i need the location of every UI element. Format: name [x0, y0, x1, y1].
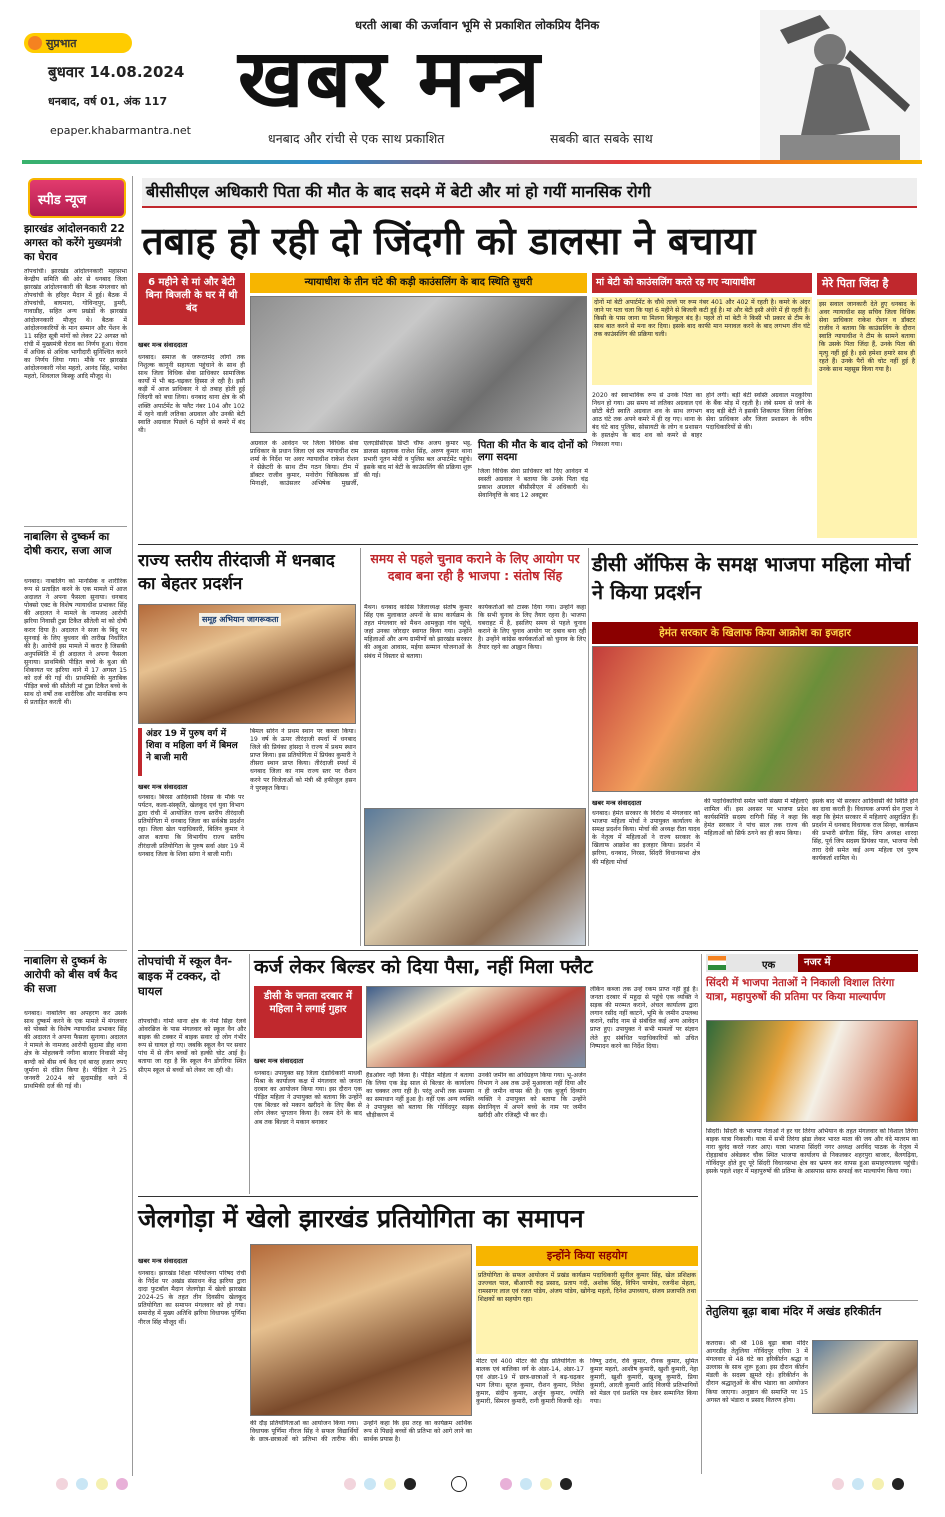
speed-news-1-headline: झारखंड आंदोलनकारी 22 अगस्त को करेंगे मुख्यमंत्री का घेराव	[24, 223, 125, 263]
masthead-rule	[22, 160, 922, 164]
color-dot	[96, 1478, 108, 1490]
bhudha-baba-headline: तेतुलिया बूढ़ा बाबा मंदिर में अखंड हरिकीर्तन	[706, 1305, 882, 1318]
bjp-protest-body-1: धनबाद। हेमंत सरकार के विरोध में मंगलवार को भाजपा महिला मोर्चा ने उपायुक्त कार्यालय के समक्ष प्रदर्शन किया। मोर्चा की अध्यक्ष रीता यादव के नेतृत्व में महिलाओं ने राज्य सरकार के खिलाफ आक्रोश का इजहार किया। प्रदर्शन में झरिया, धनबाद, निरसा, सिंदरी विधानसभा क्षेत्र की महिला मोर्चा	[592, 810, 700, 866]
section-divider	[138, 1196, 698, 1197]
ek-nazar-tag-left: एक	[762, 960, 776, 971]
newspaper-title: खबर मन्त्र	[238, 31, 542, 125]
archery-body-1: धनबाद। बिरसा आदिवासी दिवस के मौके पर पर्यटन, कला-संस्कृति, खेलकूद एवं युवा विभाग द्वारा रांची में आयोजित राज्य स्तरीय तीरंदाजी प्रतियोगिता में धनबाद जिला का सर्वश्रेष्ठ प्रदर्शन रहा। जिला खेल पदाधिकारी, बिलिन कुमार ने आज बताया कि विभागीय राज्य स्तरीय तीरंदाजी प्रतियोगिता के पुरुष सर्वा अंडर 19 में धनबाद जिला के शिवा सांगा ने बाजी मारी।	[138, 794, 244, 858]
speed-news-3-body: धनबाद। नाबालिग का अपहरण कर उसके साथ दुष्कर्म करने के एक मामले में मंगलवार को पोक्सो के विशेष न्यायाधीश प्रभाकर सिंह की अदालत ने अपना फैसला सुनाया। अदालत ने मामले के नामजद आरोपी सुदामा डीह थाना क्षेत्र के मोहलबनी नगीना बाजार निवासी मोनू बाग्दी को बीस वर्ष कैद एवं बारह हजार रुपए जुर्माना से दंडित किया है। पीड़िता ने 25 जनवरी 2024 को सुदामडीह थाने में प्राथमिकी दर्ज की गई थी।	[24, 1010, 127, 1090]
counseling-headline: मां बेटी को काउंसलिंग करते रह गए न्यायाधीश	[592, 273, 812, 293]
color-dot	[892, 1478, 904, 1490]
helper-headline: इन्होंने किया सहयोग	[476, 1246, 698, 1266]
top-story-inset-body: जिला विधिक सेवा प्राधिकार को दिए आवेदन में स्वस्ती अग्रवाल ने बताया कि उनके पिता चंद्र प्रकाश अग्रवाल बीसीसीएल में अधिकारी थे। सेवानिवृत्ति के बाद 12 अक्टूबर	[478, 468, 588, 500]
bhudha-baba-photo	[812, 1340, 918, 1414]
topchanchi-headline: तोपचांची में स्कूल वैन-बाइक में टक्कर, दो घायल	[138, 954, 233, 998]
builder-byline: खबर मन्त्र संवाददाता	[254, 1057, 304, 1065]
bjp-protest-photo	[592, 646, 918, 792]
ek-nazar-tag	[706, 954, 918, 972]
color-dot	[76, 1478, 88, 1490]
color-dot	[540, 1478, 552, 1490]
color-dot	[364, 1478, 376, 1490]
bjp-protest-byline: खबर मन्त्र संवाददाता	[592, 799, 642, 807]
jelgora-photo	[250, 1244, 472, 1416]
election-photo	[364, 808, 586, 946]
color-dot	[560, 1478, 572, 1490]
edition-tag: सुप्रभात	[46, 37, 77, 50]
builder-headline: कर्ज लेकर बिल्डर को दिया पैसा, नहीं मिला फ्लैट	[254, 956, 593, 978]
issue-date: बुधवार 14.08.2024	[48, 63, 185, 81]
divider	[24, 526, 127, 527]
top-story-headline: तबाह हो रही दो जिंदगी को डालसा ने बचाया	[142, 219, 756, 263]
builder-body-4: लेकिन कब्जा तक उन्हें रकम प्राप्त नहीं हुई है। जनता दरबार में महुदा से पहुंचे एक व्यक्ति ने सड़क की मरम्मत कराने, अंचल कार्यालय द्वारा लगान रसीद नहीं काटने, भूमि के जमीन उपलब्ध कराने, रसीद नाम से संबंधित कई अन्य आवेदन प्राप्त हुए। उपायुक्त ने सभी मामलों पर संज्ञान लेते हुए संबंधित पदाधिकारियों को उचित निष्पादन करने का निर्देश दिया।	[590, 986, 698, 1050]
issue-volume: धनबाद, वर्ष 01, अंक 117	[48, 95, 168, 108]
jelgora-byline: खबर मन्त्र संवाददाता	[138, 1257, 188, 1265]
crosshair-icon	[451, 1476, 467, 1492]
counseling-body-2: 2020 को स्वाभाविक रूप से उनके पिता का निधन हो गया। उस समय मां लतिका अग्रवाल एवं छोटी बेटी स्वाति अग्रवाल शव के साथ लगभग आठ घंटे तक अपने कमरे में ही रह गए। थाना के बंद घंटे बाद पुलिस, सोसायटी के लोग व प्रशासन के हस्तक्षेप के बाद शव को कमरे से बाहर निकाला गया।	[592, 392, 702, 448]
sun-icon	[28, 36, 42, 50]
tiranga-headline: सिंदरी में भाजपा नेताओं ने निकाली विशाल तिरंगा यात्रा, महापुरुषों की प्रतिमा पर किया माल्यार्पण	[706, 977, 895, 1003]
builder-photo	[366, 986, 586, 1068]
speed-news-1-body: तोपचांची। झारखंड आंदोलनकारी महासभा केन्द्रीय समिति की ओर से धनबाद जिला झारखंड आंदोलनकारी की बैठक मंगलवार को तोपचांची के हरिहर मैदान में हुई। बैठक में तोपचांची, बाघमारा, गोविन्दपुर, डुमरी, गावाडीह, सहित अन्य प्रखंडों के झारखंड आंदोलनकारी मौजूद थे। बैठक में आंदोलनकारियों के मान सम्मान और पेंशन के 11 सहित सूत्री मांगों को लेकर 22 अगस्त को रांची में मुख्यमंत्री घेराव का निर्णय हुआ। घेराव में अधिक से अधिक भागीदारी सुनिश्चित करने का निर्णय लिया गया। मौके पर झारखंड आंदोलनकारी नरेश महतो, आनंद सिंह, भावेश महतो, शिवलाल किस्कू आदि मौजूद थे।	[24, 268, 127, 381]
masthead-tagline: धरती आबा की ऊर्जावान भूमि से प्रकाशित लोकप्रिय दैनिक	[355, 18, 600, 32]
divider	[706, 1300, 918, 1301]
speed-news-badge	[28, 178, 126, 218]
helper-body-2: मीटर एवं 400 मीटर की दौड़ प्रतियोगिता के बालक एवं बालिका वर्ग के अंडर-14, अंडर-17 एवं अंडर-19 में छात्र-छात्राओं ने बढ़-चढ़कर भाग लिया। सूरज कुमार, रौशन कुमार, नितेश कुमार, संदीप कुमार, अर्जुन कुमार, ज्योति कुमारी, सिमरन कुमारी, रानी कुमारी विजयी रहे।	[476, 1358, 584, 1406]
color-dot	[404, 1478, 416, 1490]
builder-body-2: हैंडओवर नहीं किया है। पीड़ित महिला ने बताया कि लिया एक डेढ़ साल से बिल्डर के कार्यालय का चक्कर लगा रही है। परंतु अभी तक समस्या का समाधान नहीं हुआ है। वहीं एक अन्य व्यक्ति ने उपायुक्त को बताया कि गोविंदपुर सड़क चौड़ीकरण में	[366, 1072, 474, 1120]
archery-caption-box: अंडर 19 में पुरुष वर्ग में शिवा व महिला वर्ग में बिमल ने बाजी मारी	[138, 728, 244, 776]
archery-photo	[138, 604, 356, 724]
masthead-statue-image	[760, 10, 920, 160]
color-dot	[56, 1478, 68, 1490]
registration-marks	[0, 1474, 945, 1494]
bjp-protest-body-2: की पदाधिकारियों समेत भारी संख्या में महिलाएं शामिल थीं। इस अवसर पर भाजपा प्रदेश कार्यसमिति सदस्य रागिनी सिंह ने कहा कि हेमंत सरकार ने पांच साल तक राज्य की महिलाओं को सिर्फ ठगने का ही काम किया।	[704, 798, 808, 838]
ek-nazar-tag-right: नजर में	[798, 954, 918, 972]
builder-body-3: उनकी जमीन का अधिग्रहण किया गया। भू-अर्जन विभाग ने अब तक उन्हें मुआवजा नहीं दिया और न ही जमीन वापस की है। एक बुजुर्ग दिव्यांग व्यक्ति ने उपायुक्त को बताया कि उन्होंने सेवानिवृत्त में अपने बच्चे के नाम पर जमीन खरीदी और रजिस्ट्री भी कर दी।	[478, 1072, 586, 1120]
tiranga-body: सिंदरी। सिंदरी के भाजपा नेताओं ने हर घर तिरंगा अभियान के तहत मंगलवार को विशाल तिरंगा बाइक यात्रा निकाली। यात्रा में सभी तिरंगा झंडा लेकर भारत माता की जय और वंदे मातरम का नारा बुलंद करते नजर आए। यात्रा भाजपा सिंदरी नगर अध्यक्ष अरविंद पाठक के नेतृत्व में रोहड़ाबांध अंबेडकर चौक स्थित भाजपा कार्यालय से निकलकर शहरपुरा बाजार, बैलगढ़िया, गोविंदपुर होते हुए पूरे सिंदरी विधानसभा क्षेत्र का भ्रमण कर वापस हुआ समाहरणालय पहुंची। इसके पहले शहर में महापुरुषों की प्रतिमा के आसपास साफ सफाई कर माल्यार्पण किया गया।	[706, 1128, 918, 1176]
helper-body: प्रतियोगिता के सफल आयोजन में प्रखंड कार्यक्रम पदाधिकारी सुनील कुमार सिंह, खेल प्रशिक्षक उज्ज्वल पाल, बीआरपी रुद्र प्रसाद, प्रताप नदी, अशोक सिंह, विपिन पाण्डेय, रजनीश मेहता, रामसागर लाल एवं रजत पांडेय, अंजय पांडेय, खोगेन्द्र महतो, दिनेश उपाध्याय, संजय प्रजापति तथा शिक्षकों का सहयोग रहा।	[476, 1270, 698, 1354]
archery-photo-banner: समूह अभियान जागरूकता	[199, 613, 281, 626]
speed-news-2-body: धनबाद। नाबालिग को मानसिक व शारीरिक रूप से प्रताड़ित करने के एक मामले में आज अदालत ने अपना फैसला सुनाया। धनबाद पोक्सो एक्ट के विशेष न्यायाधीश प्रभाकर सिंह की अदालत ने मामले के नामजद आरोपी झरिया निवासी टुन्ना टिकैत सौतेली मां को दोषी करार दिया है। अदालत ने सजा के बिंदु पर सुनवाई के लिए बुधवार की तारीख निर्धारित की है। आरोपी इस मामले में करार है जिसकी अनुपस्थिति में ही अदालत ने अपना फैसला सुनाया। प्राथमिकी पीड़ित बच्चे के बुआ की शिकायत पर झरिया थाने में 17 अगस्त 15 को दर्ज की गई थी। प्राथमिकी के मुताबिक पीड़ित बच्चे की सौतेली मां टुन्ना टिकैत बच्चे के साथ दो वर्षों तक शारीरिक और मानसिक रूप से प्रताड़ित करती थी।	[24, 578, 127, 707]
color-dot	[384, 1478, 396, 1490]
column-divider	[132, 176, 133, 1476]
color-dot	[872, 1478, 884, 1490]
counseling-body: दोनों मां बेटी अपार्टमेंट के चौथे तल्ले पर रूम नंबर 401 और 402 में रहती है। कमरे के अंदर जाने पर पता चला कि यहां 6 महीने से बिजली कटी हुई है। मां और बेटी इसी अंधेरे में ही रहती हैं। किसी के पास जाना या मिलना बिल्कुल बंद है। पहले तो मां बेटी ने किसी भी प्रकार से टीम के साथ बात करने से मना कर दिया। इसके बाद काफी मान मनावल करने के बाद लगभग तीन घंटे तक काउंसलिंग की प्रक्रिया चली।	[592, 297, 812, 385]
column-divider	[360, 548, 361, 946]
archery-headline: राज्य स्तरीय तीरंदाजी में धनबाद का बेहतर प्रदर्शन	[138, 551, 335, 594]
speed-news-label: स्पीड न्यूज	[38, 193, 87, 208]
top-story-body-2: अग्रवाल के आवेदन पर जिला विधिक सेवा प्राधिकार के प्रधान जिला एवं सत्र न्यायाधीश राम शर्मा के निर्देश पर अवर न्यायाधीश राकेश रोशन ने सेक्रेटरी के साथ टीम गठन किया। टीम में डॉक्टर राजीव कुमार, मनोरोग चिकित्सक डॉ मिनाक्षी, काउंसलर अभिषेक मुखर्जी, एलएडीसीएस डिप्टी चीफ अजय कुमार भट्ट, डालसा सहायक राजेश सिंह, अरुण कुमार थाना प्रभारी नूतन मोदी व पुलिस बल अपार्टमेंट पहुंचे। इसके बाद मां बेटी के काउंसलिंग की प्रक्रिया शुरू की गई।	[250, 440, 472, 488]
speed-news-2-headline: नाबालिग से दुष्कर्म का दोषी करार, सजा आज	[24, 531, 112, 557]
section-divider	[138, 544, 918, 545]
edition-badge	[24, 33, 132, 53]
archery-byline: खबर मन्त्र संवाददाता	[138, 783, 188, 791]
jelgora-headline: जेलगोड़ा में खेलो झारखंड प्रतियोगिता का समापन	[138, 1204, 584, 1233]
column-divider	[588, 548, 589, 946]
bjp-protest-headline: डीसी ऑफिस के समक्ष भाजपा महिला मोर्चा ने किया प्रदर्शन	[592, 552, 911, 604]
top-story-kicker: बीसीसीएल अधिकारी पिता की मौत के बाद सदमे में बेटी और मां हो गयीं मानसिक रोगी	[142, 178, 917, 208]
top-story-byline: खबर मन्त्र संवाददाता	[138, 341, 188, 349]
jelgora-body-1: धनबाद। झारखंड शिक्षा परियोजना परिषद रांची के निर्देश पर अखंड संसाधन केंद्र झरिया द्वारा दादा फुटबॉल मैदान जेलगोड़ा में खेलो झारखंड 2024-25 के तहत तीन दिवसीय खेलकूद प्रतियोगिता का समापन मंगलवार को हो गया। समारोह में मुख्य अतिथि झरिया विधायक पूर्णिमा नीरज सिंह मौजूद थीं।	[138, 1270, 246, 1326]
color-dot	[852, 1478, 864, 1490]
divider	[24, 950, 127, 951]
color-dot	[344, 1478, 356, 1490]
father-alive-headline: मेरे पिता जिंदा है	[817, 273, 917, 295]
masthead-subtitle-right: सबकी बात सबके साथ	[550, 131, 653, 146]
father-alive-body: इस सवाल जानकारी देते हुए धनबाद के अवर न्यायाधीश सह सचिव जिला विधिक सेवा प्राधिकार राकेश रोशन व डॉक्टर राजीव ने बताया कि काउंसलिंग के दौरान स्वाति न्यायाधीश ने टीम के सामने बताया कि उसके पिता जिंदा हैं, उनके पिता की मृत्यु नहीं हुई है। इसे हमेशा हमारे साथ ही रहते हैं। उनके पैरों की चोट नहीं हुई है उनके साथ महसूस किया गया है।	[817, 299, 917, 538]
election-body-1: मैथन। धनबाद कांग्रेस जिलाध्यक्ष संतोष कुमार सिंह एक मुलाकात अपनों के साथ कार्यक्रम के तहत मंगलवार को मैथन आमकुड़ा गांव पहुंचे, जहां उनका जोरदार स्वागत किया गया। उन्होंने महिलाओं और अन्य ग्रामीणों को झारखंड सरकार की अबुआ आवास, मईया सम्मान योजनाओं के संबंध में विस्तार से बताया।	[364, 604, 472, 660]
top-story-photo-caption: न्यायाधीश के तीन घंटे की कड़ी काउंसलिंग के बाद स्थिति सुधरी	[250, 273, 587, 293]
color-dot	[832, 1478, 844, 1490]
color-dot	[500, 1478, 512, 1490]
top-story-body-1: धनबाद। समाज के जरूरतमंद लोगों तक निशुल्क कानूनी सहायता पहुंचाने के साथ ही साथ जिला विधिक सेवा प्राधिकार सामाजिक कार्यों में भी बढ़-चढ़कर हिस्सा ले रही है। इसी कड़ी में आज प्राधिकार ने दो तबाह होती हुई जिंदगी को बचा लिया। धनबाद थाना क्षेत्र के श्री शक्ति अपार्टमेंट के फ्लैट नंबर 104 और 102 में रहने वाली लतिका अग्रवाल और उनकी बेटी स्वाति अग्रवाल पिछले 6 महीने से कमरे में बंद थी।	[138, 354, 245, 434]
helper-body-3: विष्णु उरांव, रवि कुमार, रौनक कुमार, सुमित कुमार महतो, आशीष कुमारी, खुशी कुमारी, नेहा कुमारी, खुशी कुमारी, खुशबू कुमारी, प्रिया कुमारी, आरती कुमारी आदि विजयी प्रतिभागियों को मेडल एवं प्रशस्ति पत्र देकर सम्मानित किया गया।	[590, 1358, 698, 1406]
color-dot	[116, 1478, 128, 1490]
jelgora-body-2: की दौड़ प्रतियोगिताओं का आयोजन किया गया। विधायक पूर्णिमा नीरज सिंह ने सफल विद्यार्थियों के छात्र-छात्राओं को प्रतिभा की तारीफ की। उन्होंने कहा कि इस तरह का कार्यक्रम आर्थिक रूप से पिछड़े बच्चों की प्रतिभा को आगे लाने का सार्थक प्रयास है।	[250, 1420, 472, 1444]
election-headline: समय से पहले चुनाव कराने के लिए आयोग पर दबाव बना रही है भाजपा : संतोष सिंह	[370, 551, 580, 583]
column-divider	[249, 954, 250, 1194]
election-body-2: कार्यकर्ताओं को टास्क दिया गया। उन्होंने कहा कि सभी चुनाव के लिए तैयार रहना है। भाजपा घबराहट में है, इसलिए समय से पहले चुनाव कराने के लिए चुनाव आयोग पर दबाव बना रही है। उन्होंने कांग्रेस कार्यकर्ताओं को चुनाव के लिए तैयार रहने का आह्वान किया।	[478, 604, 586, 652]
topchanchi-body: तोपचांची। गोमो थाना क्षेत्र के नेमो सिंहा रेलवे ओवरब्रिज के पास मंगलवार को स्कूल वैन और बाइक की टक्कर में बाइक सवार दो लोग गंभीर रूप से घायल हो गए। जबकि स्कूल वैन पर सवार पांच में से तीन बच्चों को हल्की चोट आई है। बताया जा रहा है कि स्कूल वैन डोंगरिया स्थित सीएम स्कूल से बच्चों को लेकर जा रही थी।	[138, 1018, 246, 1074]
masthead-subtitle-left: धनबाद और रांची से एक साथ प्रकाशित	[268, 131, 445, 146]
bjp-protest-body-3: इसके बाद भी सरकार आदिवासी की स्थिति होने का दावा करती है। विधायक अपर्णा सेन गुप्ता ने कहा कि हेमंत सरकार में महिलाएं असुरक्षित हैं। प्रदर्शन में धनबाद विधायक राज सिन्हा, कार्यक्रम की प्रभारी संगीता सिंह, जिप अध्यक्ष शारदा सिंह, पूर्व जिप सदस्य प्रियंका पाल, भाजपा नेत्री तारा देवी समेत कई अन्य महिला एवं पुरुष कार्यकर्ता शामिल थे।	[812, 798, 918, 862]
tiranga-photo	[706, 1020, 918, 1122]
top-story-inset-headline: पिता की मौत के बाद दोनों को लगा सदमा	[478, 440, 588, 463]
speed-news-3-headline: नाबालिग से दुष्कर्म के आरोपी को बीस वर्ष कैद की सजा	[24, 955, 118, 995]
color-dot	[520, 1478, 532, 1490]
website-link[interactable]: epaper.khabarmantra.net	[50, 124, 191, 137]
archery-body-2: बिमल सोरेन ने प्रथम स्थान पर कब्जा किया। 19 वर्ष के ऊपर तीरंदाजी स्पर्धा में धनबाद जिले की प्रियंका हांसदा ने राज्य में प्रथम स्थान प्राप्त किया। इस प्रतियोगिता में प्रियंका कुमारी ने तीसरा स्थान प्राप्त किया। तीरंदाजी स्पर्धा में धनबाद जिला का नाम राज्य स्तर पर रौशन करने पर विजेताओं को मंत्री श्री हफीजुल हसन ने पुरस्कृत किया।	[250, 728, 356, 792]
bjp-protest-subhead: हेमंत सरकार के खिलाफ किया आक्रोश का इजहार	[592, 622, 918, 644]
top-story-side-box: 6 महीने से मां और बेटी बिना बिजली के घर में थी बंद	[138, 273, 245, 325]
section-divider	[138, 950, 918, 951]
builder-box: डीसी के जनता दरबार में महिला ने लगाई गुहार	[254, 986, 362, 1038]
counseling-body-3: होने लगी। बड़ी बेटी स्वस्ति अग्रवाल मदकुरिया के बैंक मोड़ में रहती है। लंबे समय से जाने के बाद बड़ी बेटी ने इसकी शिकायत जिला विधिक सेवा प्राधिकार और जिला प्रशासन के वरीय पदाधिकारियों से की।	[706, 392, 812, 432]
bhudha-baba-body: कतरास। श्री श्री 108 बूढ़ा बाबा मंदिर आगरडीह तेतुलिया गोविंदपुर एरिया 3 में मंगलवार से 48 घंटे का हरिकीर्तन श्रद्धा व उल्लास के साथ शुरू हुआ। इस दौरान कीर्तन मंडली के सदस्य झूमते रहे। हरिकीर्तन के दौरान श्रद्धालुओं के बीच भंडारा का आयोजन किया जाएगा। अनुष्ठान की समाप्ति पर 15 अगस्त को भंडारा व प्रसाद वितरण होगा।	[706, 1340, 808, 1404]
column-divider	[701, 954, 702, 1474]
top-story-photo	[250, 296, 587, 433]
builder-body-1: धनबाद। उपायुक्त सह जिला दंडाधिकारी माधवी मिश्रा के कार्यालय कक्ष में मंगलवार को जनता दरबार का आयोजन किया गया। इस दौरान एक पीड़ित महिला ने उपायुक्त को बताया कि उन्होंने एक बिल्डर को मकान खरीदने के लिए बैंक से लोन लेकर भुगतान किया है। रकम देने के बाद अब तक बिल्डर ने मकान बनाकर	[254, 1070, 362, 1126]
flag-icon	[708, 956, 726, 970]
